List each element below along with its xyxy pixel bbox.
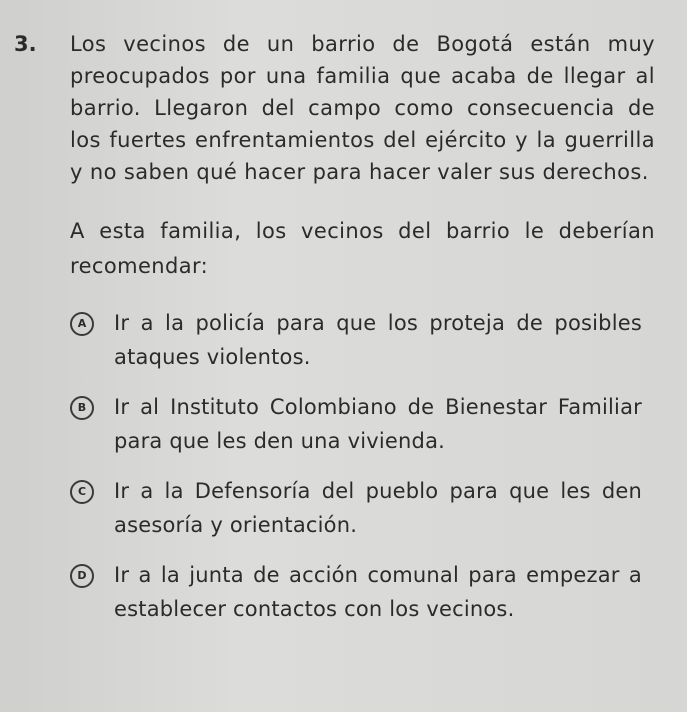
question-number: 3. xyxy=(14,32,37,56)
option-d-text: Ir a la junta de acción comunal para empezar a establecer contactos con los vecinos. xyxy=(114,563,642,621)
option-c-text: Ir a la Defensoría del pueblo para que les den asesoría y orientación. xyxy=(114,479,642,537)
option-d[interactable] xyxy=(70,558,655,626)
option-b-badge[interactable]: B xyxy=(70,396,94,420)
question-stem: Los vecinos de un barrio de Bogotá están muy preocupados por una familia que acaba de llegar al barrio. Llegaron del campo como consecuencia de los fuertes enfrentamientos del ejército y la guerrilla y no saben qué hacer para hacer valer sus derechos. xyxy=(70,32,655,184)
option-c-badge[interactable]: C xyxy=(70,480,94,504)
option-a-badge[interactable]: A xyxy=(70,312,94,336)
question-prompt: A esta familia, los vecinos del barrio le deberían recomendar: xyxy=(70,219,655,278)
question-body xyxy=(70,28,655,642)
answer-options xyxy=(70,306,655,626)
option-a[interactable] xyxy=(70,306,655,374)
option-b-text: Ir al Instituto Colombiano de Bienestar Familiar para que les den una vivienda. xyxy=(114,395,642,453)
option-c[interactable] xyxy=(70,474,655,542)
question-3 xyxy=(14,28,659,642)
option-b[interactable] xyxy=(70,390,655,458)
option-a-text: Ir a la policía para que los proteja de posibles ataques violentos. xyxy=(114,311,642,369)
option-d-badge[interactable]: D xyxy=(70,564,94,588)
